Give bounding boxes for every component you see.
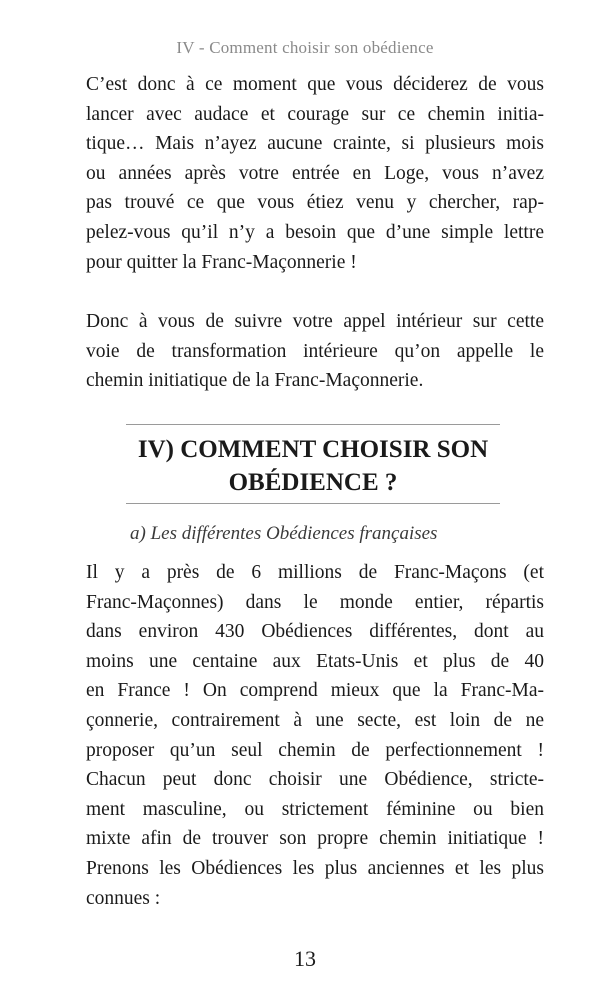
paragraph-line: Il y a près de 6 millions de Franc-Maçons (et (86, 562, 544, 583)
paragraph-line: mixte afin de trouver son propre chemin initiatique ! (86, 828, 544, 850)
paragraph-line: ou années après votre entrée en Loge, vous n’avez (86, 162, 544, 184)
section-heading (126, 424, 500, 504)
paragraph-line: proposer qu’un seul chemin de perfectionnement ! (86, 739, 544, 761)
paragraph-line: dans environ 430 Obédiences différentes, dont au (86, 621, 544, 643)
paragraph-line: tique… Mais n’ayez aucune crainte, si plusieurs mois (86, 133, 544, 155)
paragraph-line: çonnerie, contrairement à une secte, est loin de ne (86, 709, 544, 731)
paragraph-line: pelez-vous qu’il n’y a besoin que d’une simple lettre (86, 221, 544, 243)
paragraph-line: Donc à vous de suivre votre appel intérieur sur cette (86, 311, 544, 333)
paragraph-line: Prenons les Obédiences les plus anciennes et les plus (86, 857, 544, 879)
paragraph-line: moins une centaine aux Etats-Unis et plus de 40 (86, 650, 544, 672)
paragraph-2 (86, 307, 544, 396)
section-title-line-2: OBÉDIENCE ? (228, 469, 398, 496)
section-title-line-1: IV) COMMENT CHOISIR SON (137, 436, 489, 463)
paragraph-line: lancer avec audace et courage sur ce chemin initia- (86, 103, 544, 125)
page-number: 13 (294, 946, 316, 971)
opening-text (86, 70, 544, 396)
paragraph-1 (86, 70, 544, 277)
paragraph-line: Franc-Maçonnes) dans le monde entier, répartis (86, 591, 544, 613)
paragraph-line: en France ! On comprend mieux que la Franc-Ma- (86, 680, 544, 702)
section-body (86, 558, 544, 913)
paragraph-gap (86, 277, 544, 307)
paragraph-3 (86, 558, 544, 913)
subsection-title: a) Les différentes Obédiences françaises (130, 523, 438, 544)
paragraph-line: C’est donc à ce moment que vous déciderez de vous (86, 74, 544, 95)
paragraph-line: ment masculine, ou strictement féminine ou bien (86, 798, 544, 820)
paragraph-line: pour quitter la Franc-Maçonnerie ! (86, 251, 357, 273)
paragraph-line: chemin initiatique de la Franc-Maçonnerie. (86, 370, 424, 392)
paragraph-line: voie de transformation intérieure qu’on appelle le (86, 340, 544, 362)
paragraph-line: connues : (86, 887, 161, 909)
paragraph-line: Chacun peut donc choisir une Obédience, stricte- (86, 769, 544, 791)
paragraph-line: pas trouvé ce que vous étiez venu y chercher, rap- (86, 192, 544, 214)
running-header: IV - Comment choisir son obédience (176, 38, 434, 57)
